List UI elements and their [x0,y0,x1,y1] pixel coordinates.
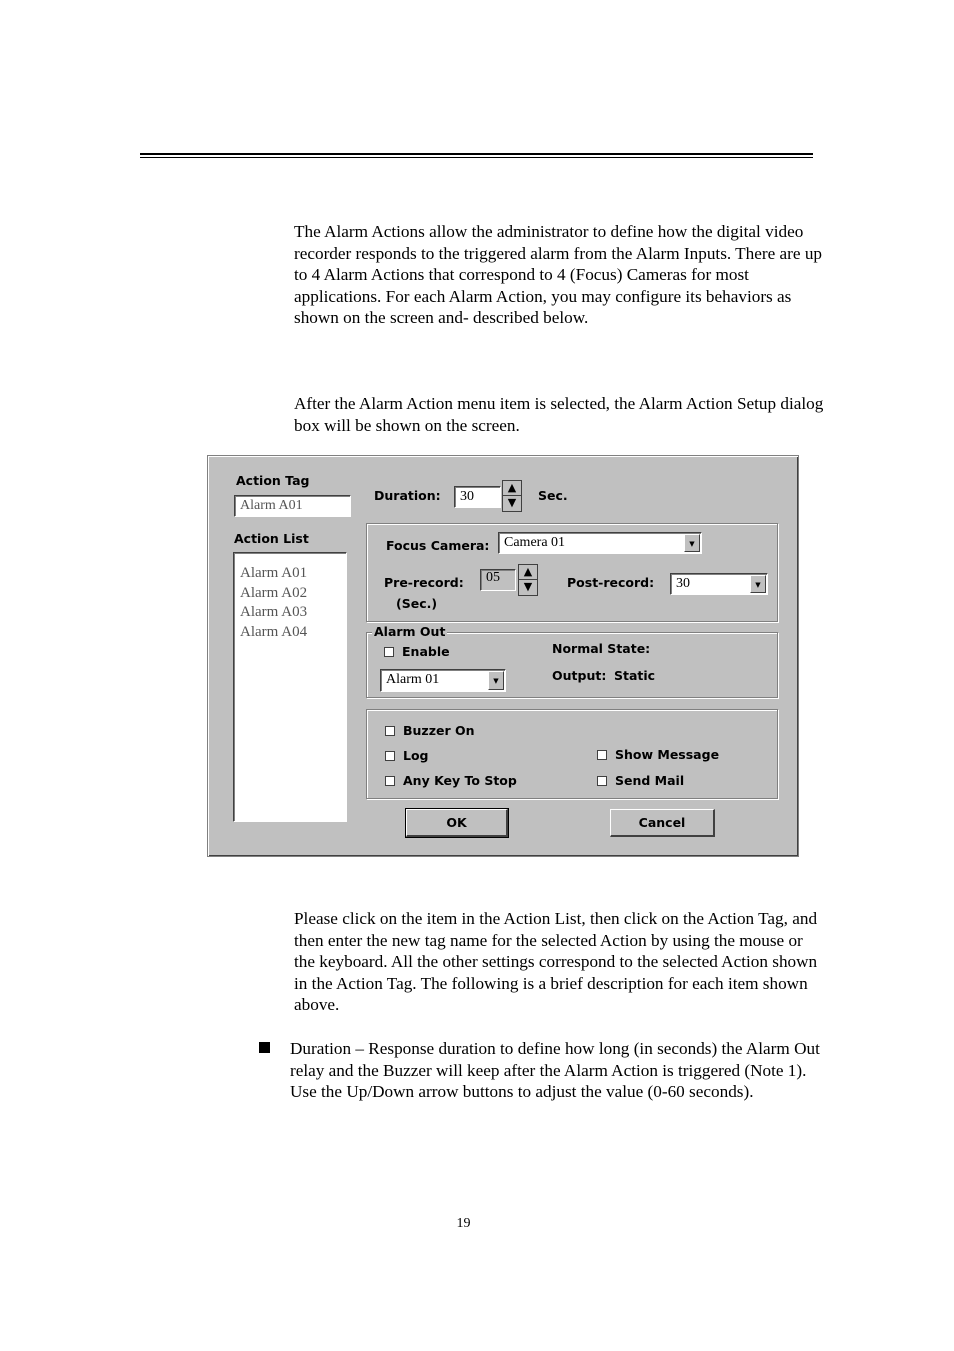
alarm-out-value: Alarm 01 [386,672,440,687]
bullet-square-icon [259,1042,270,1053]
focus-camera-value: Camera 01 [504,535,566,550]
duration-label: Duration: [374,488,441,503]
alarm-out-select[interactable] [380,669,506,692]
send-mail-label: Send Mail [615,773,685,788]
show-message-checkbox[interactable] [597,747,719,762]
header-rule [140,153,813,155]
checkbox-icon[interactable] [385,776,395,786]
list-item[interactable]: Alarm A04 [240,623,308,640]
action-list[interactable] [233,552,347,822]
prerecord-input[interactable]: 05 [480,569,516,591]
instructions-paragraph: Please click on the item in the Action List, then click on the Action Tag, and then enter the new tag name for the selected Action by using the mouse or the keyboard. All the other settings correspond to the selected Action shown in the Action Tag. The following is a brief description for each item shown above. [294,909,818,1015]
enable-label: Enable [402,644,450,659]
action-list-items [240,564,307,642]
action-tag-label: Action Tag [236,473,310,488]
enable-checkbox[interactable] [384,644,450,659]
postrecord-label: Post-record: [567,575,655,590]
page-number: 19 [456,1216,471,1231]
header-rule-thin [140,157,813,158]
checkbox-icon[interactable] [385,751,395,761]
list-item[interactable]: Alarm A02 [240,584,308,601]
checkbox-icon[interactable] [597,776,607,786]
up-arrow-icon[interactable]: ▲ [519,565,537,580]
buzzer-checkbox[interactable] [385,723,475,738]
after-select-paragraph: After the Alarm Action menu item is selected, the Alarm Action Setup dialog box will be shown on the screen. [294,394,824,435]
prerecord-unit: (Sec.) [396,596,438,611]
intro-paragraph: The Alarm Actions allow the administrator to define how the digital video recorder responds to the triggered alarm from the Alarm Inputs. There are up to 4 Alarm Actions that correspond to 4 (Focus) Cameras for most applications. For each Alarm Action, you may configure its behaviors as shown on the screen and- described below. [294,222,823,328]
anykey-label: Any Key To Stop [403,773,517,788]
buzzer-label: Buzzer On [403,723,475,738]
log-checkbox[interactable] [385,748,429,763]
down-arrow-icon[interactable]: ▼ [523,580,533,593]
chevron-down-icon[interactable]: ▼ [684,534,700,552]
checkbox-icon[interactable] [597,750,607,760]
duration-input[interactable]: 30 [454,486,501,508]
output-value: Static [614,668,656,683]
show-message-label: Show Message [615,747,720,762]
up-arrow-icon[interactable]: ▲ [503,481,521,496]
alarm-action-setup-dialog [207,455,799,857]
duration-spinner[interactable] [502,480,522,512]
prerecord-spinner[interactable] [518,564,538,596]
postrecord-select[interactable] [670,573,768,595]
duration-bullet: Duration – Response duration to define how long (in seconds) the Alarm Out relay and the Buzzer will keep after the Alarm Action is triggered (Note 1). Use the Up/Down arrow buttons to adjust the value (0-60 seconds). [290,1039,820,1102]
list-item[interactable]: Alarm A03 [240,604,308,620]
action-tag-input[interactable]: Alarm A01 [234,495,351,517]
focus-camera-select[interactable] [498,532,702,554]
prerecord-label: Pre-record: [384,575,464,590]
checkbox-icon[interactable] [385,726,395,736]
anykey-checkbox[interactable] [385,773,517,788]
cancel-button[interactable]: Cancel [610,809,715,837]
postrecord-value: 30 [676,576,690,591]
chevron-down-icon[interactable]: ▼ [488,671,504,690]
send-mail-checkbox[interactable] [597,773,684,788]
log-label: Log [403,748,429,763]
alarm-out-label: Alarm Out [374,624,446,639]
chevron-down-icon[interactable]: ▼ [750,575,766,593]
output-label: Output: [552,668,607,683]
list-item[interactable]: Alarm A01 [240,565,308,581]
focus-camera-label: Focus Camera: [386,538,490,553]
down-arrow-icon[interactable]: ▼ [507,496,517,509]
normal-state-label: Normal State: [552,641,651,656]
ok-button[interactable]: OK [406,809,508,837]
duration-unit: Sec. [538,488,568,503]
action-list-label: Action List [234,531,309,546]
checkbox-icon[interactable] [384,647,394,657]
